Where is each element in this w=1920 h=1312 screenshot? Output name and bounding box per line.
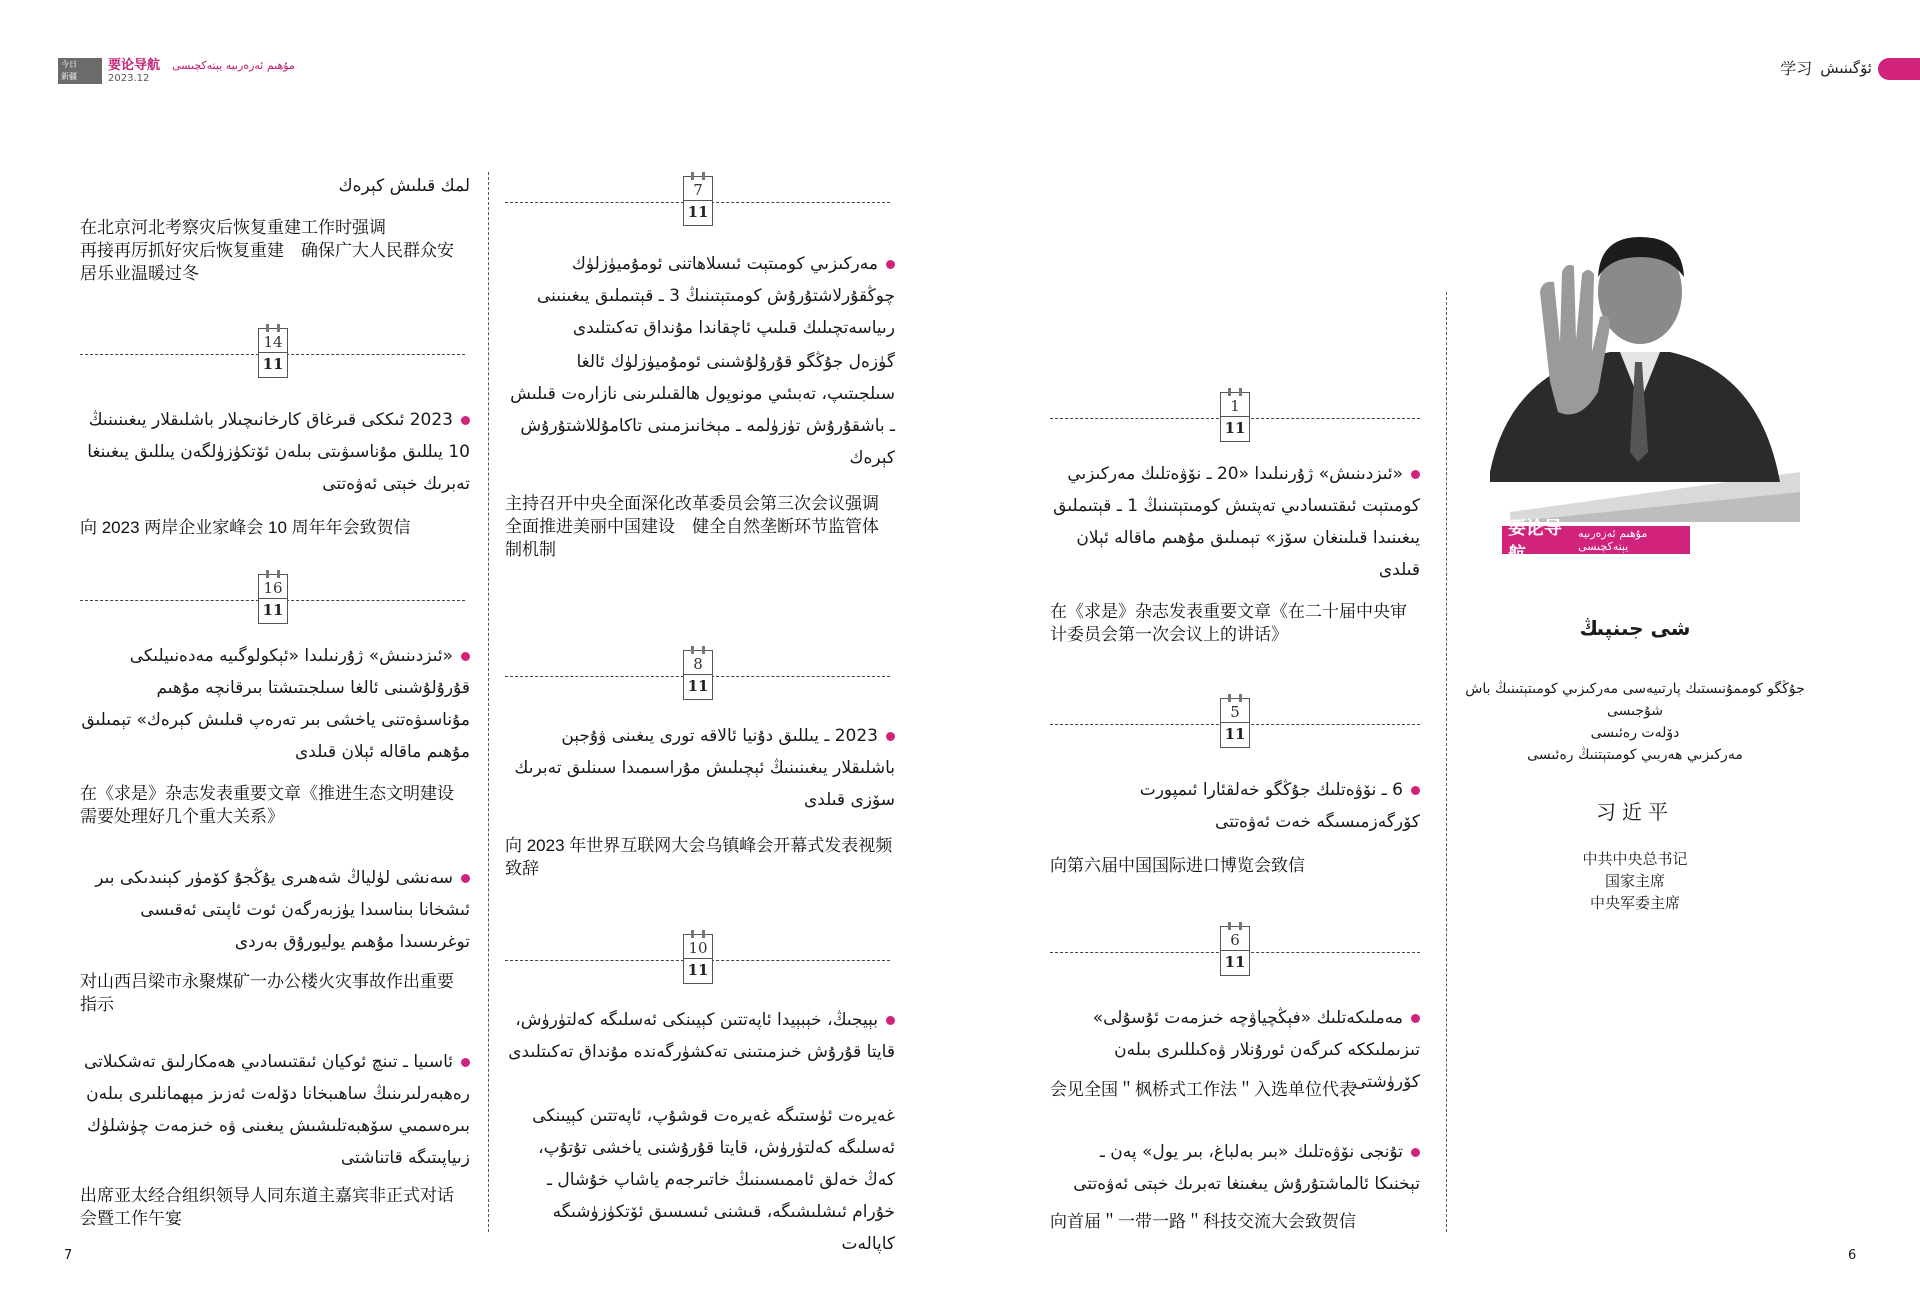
leader-name-cn: 习近平 (1596, 800, 1674, 824)
banner-title-cn: 要论导航 (1508, 518, 1562, 565)
section-title-cn: 学习 (1780, 59, 1813, 78)
bullet-icon (1411, 470, 1420, 479)
news-item-ug-detail: غەيرەت ئۈستىگە غەيرەت قوشۇپ، ئاپەتتىن كېيىنكى ئەسلىگە كەلتۈرۈش، قايتا قۇرۇشنى ياخشى تۇتۇپ، كەڭ خەلق ئاممىسىنىڭ خاتىرجەم ياشاپ خۇشال ـ خۇرام ئىشلىشىگە، قىشنى ئىسسىق ئۆتكۈزۈشىگە كاپالەت (532, 1106, 895, 1254)
news-item-cn: 会见全国＂枫桥式工作法＂入选单位代表 (1050, 1080, 1356, 1099)
section-title-ug: ئۆگىنىش (1820, 58, 1872, 77)
news-item-cn: 对山西吕梁市永聚煤矿一办公楼火灾事故作出重要指示 (80, 972, 454, 1014)
news-item-ug: مەركىزىي كومىتېت ئىسلاھاتنى ئومۇميۈزلۈك چوڭقۇرلاشتۇرۇش كومىتېتىنىڭ 3 ـ قېتىملىق يىغىنىنى رىياسەتچىلىك قىلىپ ئاچقاندا مۇنداق تەكىتلىدى (536, 254, 895, 338)
magazine-logo: 今日 新疆 (58, 58, 102, 84)
bullet-icon (461, 416, 470, 425)
date-separator (1050, 392, 1420, 444)
left-top-ug: لمك قىلىش كېرەك (338, 176, 470, 196)
date-separator (80, 574, 465, 626)
news-item-ug: 2023 ئىككى قىرغاق كارخانىچىلار باشلىقلار يىغىنىنىڭ 10 يىللىق مۇناسىۋىتى بىلەن ئۆتكۈزۈلگەن يىللىق يىغىنغا تەبرىك خېتى ئەۋەتتى (87, 410, 470, 494)
bullet-icon (886, 1016, 895, 1025)
leader-titles-ug: جۇڭگو كوممۇنىستىك پارتىيەسى مەركىزىي كومىتېتىنىڭ باش شۇجىسى دۆلەت رەئىسى مەركىزىي ھەربىي كومىتېتنىڭ رەئىسى (1465, 681, 1805, 763)
bullet-icon (1411, 1014, 1420, 1023)
calendar-icon: 1 11 (1220, 392, 1250, 442)
bullet-icon (1411, 786, 1420, 795)
news-item-ug: 2023 ـ يىللىق دۇنيا ئالاقە تورى يىغىنى ۋۇجېن باشلىقلار يىغىنىنىڭ ئېچىلىش مۇراسىمىدا سىنلىق تەبرىك سۆزى قىلدى (514, 726, 895, 810)
date-separator (505, 934, 890, 986)
column-divider (1446, 292, 1447, 1232)
news-item-cn: 出席亚太经合组织领导人同东道主嘉宾非正式对话会暨工作午宴 (80, 1186, 454, 1228)
portrait-photo (1470, 222, 1800, 522)
news-item-ug: مەملىكەتلىك «فېڭچياۋچە خىزمەت ئۇسۇلى» تىزىملىككە كىرگەن ئورۇنلار ۋەكىللىرى بىلەن كۆرۈشتى (1092, 1008, 1420, 1092)
page-number-right: 6 (1848, 1248, 1857, 1263)
news-item-cn: 主持召开中央全面深化改革委员会第三次会议强调 全面推进美丽中国建设 健全自然垄断环节监管体制机制 (505, 494, 879, 559)
calendar-icon: 6 11 (1220, 926, 1250, 976)
calendar-icon: 7 11 (683, 176, 713, 226)
date-separator (505, 650, 890, 702)
date-separator (80, 328, 465, 380)
issue-date: 2023.12 (108, 73, 150, 84)
bullet-icon (461, 652, 470, 661)
column-title-ug: مۇھىم ئەزەرىيە يېتەكچىسى (172, 59, 295, 72)
news-item-ug-detail: گۈزەل جۇڭگو قۇرۇلۇشىنى ئومۇميۈزلۈك ئالغا سىلجىتىپ، تەبىئىي مونوپول ھالقىلىرىنى نازارەت قىلىش ـ باشقۇرۇش تۈزۈلمە ـ مېخانىزمىنى تاكامۇللاشتۇرۇش كېرەك (510, 352, 895, 468)
date-separator (1050, 926, 1420, 978)
section-tab (1878, 58, 1920, 80)
date-separator (1050, 698, 1420, 750)
news-item-ug: 6 ـ نۆۋەتلىك جۇڭگو خەلقئارا ئىمپورت كۆرگەزمىسىگە خەت ئەۋەتتى (1139, 780, 1420, 832)
bullet-icon (461, 1058, 470, 1067)
calendar-icon: 5 11 (1220, 698, 1250, 748)
left-top-cn: 在北京河北考察灾后恢复重建工作时强调 再接再厉抓好灾后恢复重建 确保广大人民群众安居乐业温暖过冬 (80, 218, 454, 283)
column-divider (488, 172, 489, 1232)
news-item-ug: «ئىزدىنىش» ژۇرنىلىدا «20 ـ نۆۋەتلىك مەركىزىي كومىتېت ئىقتىسادىي تەپتىش كومىتېتىنىڭ 1 ـ قېتىملىق يىغىنىدا قىلىنغان سۆز» تېمىلىق مۇھىم ماقالە ئېلان قىلدى (1053, 464, 1420, 580)
calendar-icon: 14 11 (258, 328, 288, 378)
section-header (1780, 56, 1872, 79)
calendar-icon: 10 11 (683, 934, 713, 984)
news-item-ug: تۇنجى نۆۋەتلىك «بىر بەلباغ، بىر يول» پەن ـ تېخنىكا ئالماشتۇرۇش يىغىنغا تەبرىك خېتى ئەۋەتتى (1073, 1142, 1420, 1194)
magazine-header (58, 58, 295, 86)
banner-title-ug: مۇھىم ئەزەرىيە يېتەكچىسى (1578, 527, 1648, 553)
bullet-icon (886, 260, 895, 269)
date-separator (505, 176, 890, 228)
news-item-cn: 在《求是》杂志发表重要文章《在二十届中央审计委员会第一次会议上的讲话》 (1050, 602, 1407, 644)
bullet-icon (461, 874, 470, 883)
leader-titles-cn: 中共中央总书记 国家主席 中央军委主席 (1582, 850, 1688, 912)
news-item-cn: 向 2023 两岸企业家峰会 10 周年年会致贺信 (80, 518, 411, 537)
calendar-icon: 8 11 (683, 650, 713, 700)
news-item-ug: سەنشى لۈلياڭ شەھىرى يۇڭجۇ كۆمۈر كېنىدىكى بىر ئىشخانا بىناسىدا يۈزبەرگەن ئوت ئاپىتى ئەقىسى توغرىسىدا مۇھىم يوليورۇق بەردى (95, 868, 470, 952)
news-item-cn: 向首届＂一带一路＂科技交流大会致贺信 (1050, 1212, 1356, 1231)
leader-name-ug: شى جىنپىڭ (1579, 616, 1691, 640)
bullet-icon (886, 732, 895, 741)
bullet-icon (1411, 1148, 1420, 1157)
news-item-ug: «ئىزدىنىش» ژۇرنىلىدا «ئېكولوگىيە مەدەنىيلىكى قۇرۇلۇشىنى ئالغا سىلجىتىشتا بىرقانچە مۇھىم مۇناسىۋەتنى ياخشى بىر تەرەپ قىلىش كېرەك» تېمىلىق مۇھىم ماقالە ئېلان قىلدى (81, 646, 470, 762)
news-item-cn: 在《求是》杂志发表重要文章《推进生态文明建设需要处理好几个重大关系》 (80, 784, 454, 826)
news-item-cn: 向第六届中国国际进口博览会致信 (1050, 856, 1305, 875)
news-item-cn: 向 2023 年世界互联网大会乌镇峰会开幕式发表视频致辞 (505, 836, 893, 878)
news-item-ug: بېيجىڭ، خېبېيدا ئاپەتتىن كېيىنكى ئەسلىگە كەلتۈرۈش، قايتا قۇرۇش خىزمىتىنى تەكشۈرگەندە مۇنداق تەكىتلىدى (508, 1010, 895, 1062)
page-number-left: 7 (64, 1248, 73, 1263)
column-banner (1502, 518, 1690, 565)
news-item-ug: ئاسىيا ـ تىنچ ئوكيان ئىقتىسادىي ھەمكارلىق تەشكىلاتى رەھبەرلىرىنىڭ ساھىبخانا دۆلەت ئەزىز مېھمانلىرى بىلەن بىرەسمىي سۆھبەتلىشىش يىغىنى ۋە خىزمەت چۈشلۈك زىياپىتىگە قاتناشتى (83, 1052, 470, 1168)
column-title-cn: 要论导航 (108, 58, 161, 73)
calendar-icon: 16 11 (258, 574, 288, 624)
